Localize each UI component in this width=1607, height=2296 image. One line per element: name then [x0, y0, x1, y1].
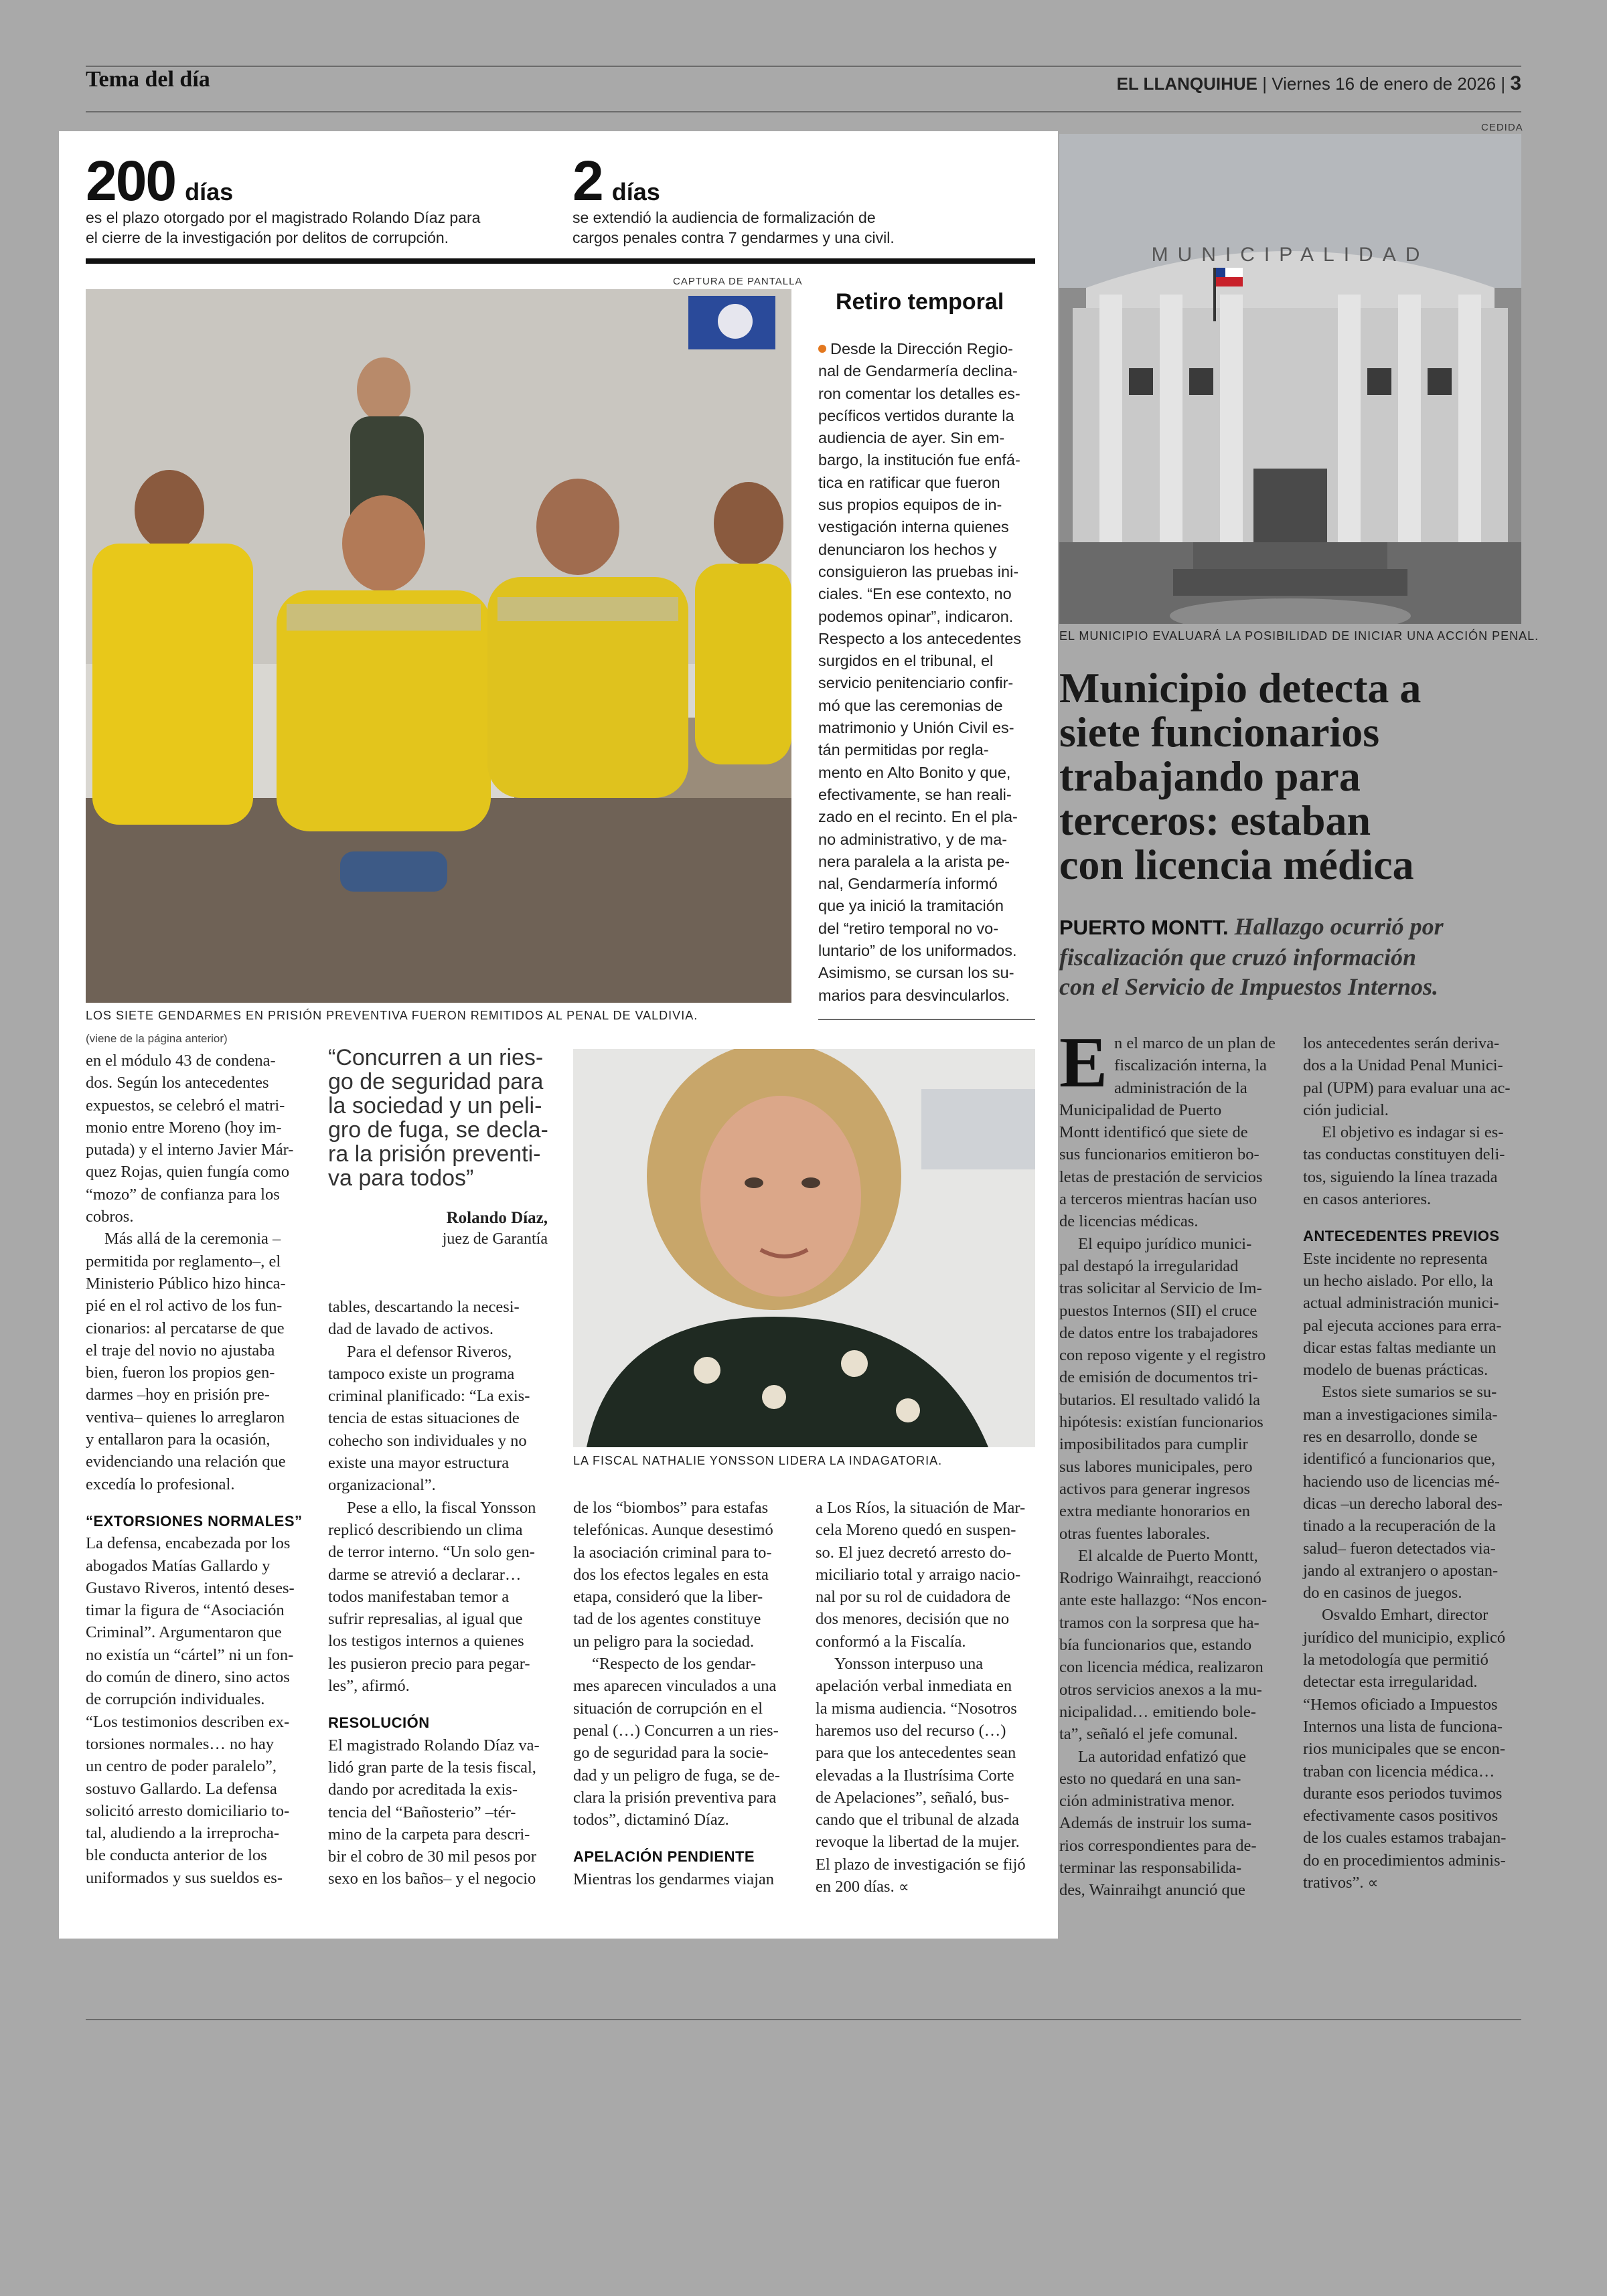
text-line: “mozo” de confianza para los	[86, 1185, 280, 1204]
text-line: de licencias médicas.	[1059, 1212, 1199, 1231]
text-line: bir el cobro de 30 mil pesos por	[328, 1848, 536, 1866]
text-line: todos”, dictaminó Díaz.	[573, 1811, 729, 1829]
lead-line: Hallazgo ocurrió por	[1234, 913, 1444, 940]
text-line: Mientras los gendarmes viajan	[573, 1870, 775, 1888]
right-headline	[1059, 666, 1521, 887]
text-line: traban con licencia médica…	[1303, 1762, 1495, 1781]
text-line: sexo en los baños– y el negocio	[328, 1870, 536, 1888]
text-line: darmes –hoy en prisión pre-	[86, 1386, 270, 1404]
text-line: no existía un “cártel” ni un fon-	[86, 1645, 294, 1664]
text-line: situación de corrupción en el	[573, 1699, 763, 1718]
sidebar-bottom-rule	[818, 1019, 1035, 1020]
drop-cap: E	[1059, 1023, 1108, 1102]
text-line: replicó describiendo un clima	[328, 1520, 523, 1539]
text-line: timar la figura de “Asociación	[86, 1601, 285, 1620]
text-line: un centro de poder paralelo”,	[86, 1757, 277, 1776]
text-line: do en procedimientos adminis-	[1303, 1851, 1506, 1870]
subhead-apelacion: APELACIÓN PENDIENTE	[573, 1848, 755, 1866]
text-line: organizacional”.	[328, 1476, 436, 1495]
text-line: fiscalización interna, la	[1114, 1056, 1267, 1075]
text-line: hipótesis: existían funcionarios	[1059, 1413, 1264, 1432]
text-line: para que los antecedentes sean	[816, 1744, 1016, 1762]
text-line: dad y un peligro de fuga, se de-	[573, 1766, 780, 1785]
masthead-info: EL LLANQUIHUE | Viernes 16 de enero de 2026 | 3	[1116, 72, 1521, 94]
quote-line: “Concurren a un ries-	[328, 1045, 544, 1070]
municipio-building-illustration	[1059, 134, 1521, 624]
text-line: tas conductas constituyen deli-	[1303, 1145, 1505, 1164]
text-line: otros servicios anexos a la mu-	[1059, 1680, 1262, 1699]
text-line: torsiones normales… no hay	[86, 1734, 275, 1753]
text-line: dando por acreditada la exis-	[328, 1781, 518, 1799]
quote-line: va para todos”	[328, 1165, 474, 1191]
text-line: administración de la	[1114, 1078, 1247, 1097]
courtroom-illustration	[86, 289, 791, 1003]
text-line: El alcalde de Puerto Montt,	[1078, 1546, 1258, 1565]
quote-line: ra la prisión preventi-	[328, 1141, 541, 1167]
sidebar-line: ron comentar los detalles es-	[818, 384, 1020, 402]
text-line: esto no quedará en una san-	[1059, 1769, 1241, 1788]
text-line: El objetivo es indagar si es-	[1322, 1123, 1504, 1142]
text-line: lidó gran parte de la tesis fiscal,	[328, 1758, 536, 1777]
text-line: actual administración munici-	[1303, 1294, 1499, 1313]
text-line: do común de dinero, sino actos	[86, 1668, 290, 1687]
text-line: ble conducta anterior de los	[86, 1846, 267, 1865]
text-line: de los “biombos” para estafas	[573, 1499, 769, 1517]
text-line: tencia del “Bañosterio” –tér-	[328, 1803, 516, 1821]
text-line: dad de lavado de activos.	[328, 1320, 493, 1339]
quote-line: la sociedad y un peli-	[328, 1093, 542, 1119]
article-column-2	[328, 1296, 549, 1890]
building-lettering: MUNICIPALIDAD	[1151, 244, 1430, 266]
text-line: n el marco de un plan de	[1114, 1034, 1276, 1052]
stat-2	[572, 149, 660, 212]
text-line: de emisión de documentos tri-	[1059, 1368, 1258, 1387]
headline-line: Municipio detecta a	[1059, 664, 1422, 712]
lead-line: fiscalización que cruzó información	[1059, 944, 1417, 971]
text-line: terminar las responsabilida-	[1059, 1858, 1242, 1877]
text-line: solicitó arresto domiciliario to-	[86, 1801, 290, 1820]
continued-note: (viene de la página anterior)	[86, 1032, 228, 1045]
text-line: El magistrado Rolando Díaz va-	[328, 1736, 540, 1754]
headline-line: terceros: estaban	[1059, 797, 1371, 844]
text-line: monio entre Moreno (hoy im-	[86, 1118, 282, 1137]
text-line: cando que el tribunal de alzada	[816, 1811, 1020, 1829]
stat-number: 2	[572, 149, 603, 212]
text-line: Pese a ello, la fiscal Yonsson	[347, 1498, 536, 1517]
sidebar-title: Retiro temporal	[836, 289, 1004, 315]
text-line: la metodología que permitió	[1303, 1651, 1488, 1669]
text-line: tras solicitar al Servicio de Im-	[1059, 1279, 1262, 1298]
sidebar-line: Asimismo, se cursan los su-	[818, 964, 1014, 982]
text-line: dos. Según los antecedentes	[86, 1074, 269, 1092]
text-line: cela Moreno quedó en suspen-	[816, 1521, 1016, 1540]
photo1-caption: LOS SIETE GENDARMES EN PRISIÓN PREVENTIVA FUERON REMITIDOS AL PENAL DE VALDIVIA.	[86, 1009, 698, 1022]
text-line: excedía lo profesional.	[86, 1475, 235, 1493]
text-line: conformó a la Fiscalía.	[816, 1632, 966, 1651]
text-line: pal destapó la irregularidad	[1059, 1256, 1239, 1275]
text-line: clara la prisión preventiva para	[573, 1788, 777, 1807]
text-line: jurídico del municipio, explicó	[1303, 1628, 1506, 1647]
sidebar-line: nera paralela a la arista pe-	[818, 852, 1010, 870]
text-line: mes aparecen vinculados a una	[573, 1677, 777, 1696]
text-line: bien, fueron los propios gen-	[86, 1364, 275, 1382]
text-line: sufrir represalias, al igual que	[328, 1610, 523, 1629]
sidebar-line: denunciaron los hechos y	[818, 540, 997, 558]
sidebar-line: bargo, la institución fue enfá-	[818, 451, 1020, 469]
text-line: letas de prestación de servicios	[1059, 1167, 1263, 1186]
text-line: haremos uso del recurso (…)	[816, 1721, 1006, 1740]
right-lead	[1059, 912, 1528, 1001]
article-column-4	[816, 1497, 1035, 1898]
text-line: quez Rojas, quien fungía como	[86, 1163, 290, 1181]
text-line: en 200 días.	[816, 1878, 895, 1896]
text-line: ventiva– quienes lo arreglaron	[86, 1408, 285, 1426]
header-bottom-rule	[86, 111, 1521, 112]
stat-200	[86, 149, 234, 212]
text-line: tal, aludiendo a la irreprocha-	[86, 1824, 280, 1843]
end-mark-icon: ∝	[1367, 1874, 1379, 1892]
text-line: identificó a funcionarios que,	[1303, 1450, 1496, 1469]
quote-line: go de seguridad para	[328, 1069, 544, 1094]
text-line: les”, afirmó.	[328, 1677, 410, 1696]
text-line: tos, siguiendo la línea trazada	[1303, 1167, 1498, 1186]
text-line: tencia de estas situaciones de	[328, 1409, 520, 1428]
text-line: con licencia médica, realizaron	[1059, 1658, 1264, 1677]
sidebar-line: matrimonio y Unión Civil es-	[818, 719, 1014, 737]
text-line: Rodrigo Wainraihgt, reaccionó	[1059, 1569, 1261, 1588]
text-line: existe una mayor estructura	[328, 1454, 510, 1473]
right-photo-credit: CEDIDA	[1481, 122, 1523, 133]
text-line: Ministerio Público hizo hinca-	[86, 1274, 286, 1293]
text-line: sostuvo Gallardo. La defensa	[86, 1779, 277, 1798]
text-line: Estos siete sumarios se su-	[1322, 1383, 1497, 1402]
headline-line: con licencia médica	[1059, 841, 1414, 888]
lead-line: con el Servicio de Impuestos Internos.	[1059, 973, 1439, 1000]
text-line: Internos una lista de funciona-	[1303, 1717, 1503, 1736]
sidebar-line: tica en ratificar que fueron	[818, 473, 1000, 491]
sidebar-line: que ya inició la tramitación	[818, 897, 1004, 915]
text-line: cobros.	[86, 1208, 134, 1226]
text-line: pal (UPM) para evaluar una ac-	[1303, 1078, 1511, 1097]
subhead-resolucion: RESOLUCIÓN	[328, 1714, 430, 1732]
text-line: ante este hallazgo: “Nos encon-	[1059, 1591, 1268, 1610]
stat-line: es el plazo otorgado por el magistrado Rolando Díaz para	[86, 209, 481, 226]
text-line: sus labores municipales, pero	[1059, 1457, 1253, 1476]
text-line: haciendo uso de licencias mé-	[1303, 1472, 1500, 1491]
quote-author: Rolando Díaz,	[446, 1209, 548, 1227]
text-line: la misma audiencia. “Nosotros	[816, 1699, 1017, 1718]
sidebar-line: consiguieron las pruebas ini-	[818, 562, 1019, 580]
text-line: tampoco existe un programa	[328, 1364, 515, 1383]
text-line: les pusieron precio para pegar-	[328, 1654, 530, 1673]
text-line: Criminal”. Argumentaron que	[86, 1623, 282, 1642]
text-line: un peligro para la sociedad.	[573, 1632, 755, 1651]
sidebar-line: pecíficos vertidos durante la	[818, 406, 1014, 424]
text-line: modelo de buenas prácticas.	[1303, 1361, 1488, 1380]
sidebar-line: servicio penitenciario confir-	[818, 674, 1014, 692]
spacer	[328, 1697, 549, 1712]
stat-2-text	[572, 208, 895, 248]
text-line: puestos Internos (SII) el cruce	[1059, 1301, 1257, 1320]
text-line: a terceros mientras hacían uso	[1059, 1190, 1257, 1209]
text-line: cionarios: al percatarse de que	[86, 1319, 285, 1337]
text-line: La defensa, encabezada por los	[86, 1534, 291, 1553]
text-line: rios municipales que se encon-	[1303, 1740, 1506, 1758]
sidebar-line: tán permitidas por regla-	[818, 741, 989, 759]
text-line: de datos entre los trabajadores	[1059, 1323, 1258, 1342]
text-line: pal ejecuta acciones para erra-	[1303, 1316, 1502, 1335]
text-line: “Hemos oficiado a Impuestos	[1303, 1695, 1498, 1714]
sidebar-line: mento en Alto Bonito y que,	[818, 763, 1011, 781]
text-line: butarios. El resultado validó la	[1059, 1390, 1261, 1409]
sidebar-line: luntario” de los uniformados.	[818, 942, 1017, 960]
text-line: man a investigaciones simila-	[1303, 1405, 1498, 1424]
text-line: un hecho aislado. Por ello, la	[1303, 1271, 1493, 1290]
sidebar-body	[818, 338, 1039, 1007]
stat-line: cargos penales contra 7 gendarmes y una civil.	[572, 229, 895, 246]
text-line: el traje del novio no ajustaba	[86, 1341, 275, 1360]
subhead-extorsiones: “EXTORSIONES NORMALES”	[86, 1512, 303, 1530]
text-line: tinado a la recuperación de la	[1303, 1517, 1496, 1536]
spacer	[1303, 1210, 1521, 1225]
footer-rule	[86, 2019, 1521, 2020]
sidebar-line: sus propios equipos de in-	[818, 496, 1002, 514]
text-line: y entallaron para la ocasión,	[86, 1430, 271, 1449]
text-line: Municipalidad de Puerto	[1059, 1100, 1222, 1119]
text-line: Más allá de la ceremonia –	[104, 1230, 281, 1248]
text-line: la asociación criminal para to-	[573, 1543, 772, 1562]
text-line: abogados Matías Gallardo y	[86, 1556, 271, 1575]
text-line: trativos”.	[1303, 1873, 1364, 1892]
text-line: mino de la carpeta para descri-	[328, 1825, 530, 1843]
headline-line: trabajando para	[1059, 752, 1361, 800]
text-line: dicar estas faltas mediante un	[1303, 1338, 1497, 1357]
spacer	[573, 1831, 793, 1846]
text-line: sus funcionarios emitieron bo-	[1059, 1145, 1259, 1164]
stat-200-text	[86, 208, 480, 248]
text-line: penal (…) Concurren a un ries-	[573, 1721, 779, 1740]
newspaper-name: EL LLANQUIHUE	[1116, 74, 1257, 94]
sidebar-line: vestigación interna quienes	[818, 518, 1009, 536]
sidebar-line: mó que las ceremonias de	[818, 696, 1003, 714]
text-line: en casos anteriores.	[1303, 1190, 1432, 1209]
fiscal-photo	[573, 1049, 1035, 1447]
text-line: go de seguridad para la socie-	[573, 1744, 769, 1762]
text-line: bía funcionarios que, estando	[1059, 1636, 1252, 1655]
text-line: otras fuentes laborales.	[1059, 1524, 1211, 1543]
text-line: etapa, consideró que la liber-	[573, 1588, 763, 1607]
text-line: des, Wainraihgt anunció que	[1059, 1881, 1245, 1900]
quote-line: gro de fuga, se decla-	[328, 1117, 548, 1143]
sidebar-line: marios para desvincularlos.	[818, 986, 1010, 1004]
text-line: extra mediante honorarios en	[1059, 1502, 1251, 1521]
text-line: los testigos internos a quienes	[328, 1632, 524, 1651]
text-line: de los cuales estamos trabajan-	[1303, 1829, 1507, 1848]
fiscal-illustration	[573, 1049, 1035, 1447]
spacer	[86, 1495, 305, 1510]
stat-number: 200	[86, 149, 176, 212]
subhead-antecedentes: ANTECEDENTES PREVIOS	[1303, 1228, 1500, 1245]
text-line: en el módulo 43 de condena-	[86, 1052, 276, 1070]
text-line: ta”, señaló el jefe comunal.	[1059, 1725, 1238, 1744]
article-column-3	[573, 1497, 793, 1890]
text-line: imposibilitados para cumplir	[1059, 1435, 1248, 1454]
text-line: activos para generar ingresos	[1059, 1479, 1251, 1498]
text-line: dos a la Unidad Penal Munici-	[1303, 1056, 1503, 1075]
stat-unit: días	[611, 178, 660, 206]
text-line: El plazo de investigación se fijó	[816, 1855, 1026, 1874]
text-line: Para el defensor Riveros,	[347, 1342, 512, 1361]
sidebar-line: Respecto a los antecedentes	[818, 629, 1022, 647]
headline-line: siete funcionarios	[1059, 708, 1380, 756]
section-title: Tema del día	[86, 67, 210, 92]
right-column-b	[1303, 1032, 1521, 1894]
text-line: cohecho son individuales y no	[328, 1431, 527, 1450]
text-line: criminal planificado: “La exis-	[328, 1387, 530, 1406]
quote-role: juez de Garantía	[442, 1230, 548, 1248]
text-line: res en desarrollo, donde se	[1303, 1428, 1478, 1447]
text-line: los antecedentes serán deriva-	[1303, 1034, 1500, 1052]
text-line: a Los Ríos, la situación de Mar-	[816, 1499, 1026, 1517]
text-line: evidenciando una relación que	[86, 1453, 286, 1471]
text-line: dos los efectos legales en esta	[573, 1565, 769, 1584]
text-line: Montt identificó que siete de	[1059, 1123, 1248, 1142]
text-line: “Respecto de los gendar-	[592, 1655, 757, 1673]
text-line: Este incidente no representa	[1303, 1249, 1488, 1268]
stat-unit: días	[185, 178, 234, 206]
text-line: Además de instruir los suma-	[1059, 1814, 1252, 1833]
stat-line: el cierre de la investigación por delitos de corrupción.	[86, 229, 449, 246]
sidebar-line: no administrativo, y de ma-	[818, 830, 1008, 848]
sidebar-line: zado en el recinto. En el pla-	[818, 808, 1018, 826]
sidebar-line: Desde la Dirección Regio-	[830, 340, 1013, 357]
bullet-icon	[818, 345, 826, 353]
text-line: expuestos, se celebró el matri-	[86, 1096, 285, 1115]
text-line: revoque la libertad de la mujer.	[816, 1833, 1020, 1852]
pull-quote	[328, 1046, 549, 1190]
end-mark-icon: ∝	[898, 1879, 909, 1896]
text-line: tramos con la sorpresa que ha-	[1059, 1613, 1259, 1632]
text-line: La autoridad enfatizó que	[1078, 1747, 1247, 1766]
text-line: ción judicial.	[1303, 1100, 1389, 1119]
sidebar-line: audiencia de ayer. Sin em-	[818, 429, 1005, 447]
text-line: uniformados y sus sueldos es-	[86, 1868, 283, 1887]
header-top-rule	[86, 66, 1521, 67]
text-line: miciliario total y arraigo nacio-	[816, 1565, 1021, 1584]
sidebar-line: del “retiro temporal no vo-	[818, 919, 999, 937]
sidebar-line: ciales. “En ese contexto, no	[818, 585, 1012, 603]
text-line: permitida por reglamento–, el	[86, 1252, 281, 1270]
sidebar-line: nal, Gendarmería informó	[818, 875, 998, 893]
article-column-1	[86, 1050, 305, 1889]
gendarmes-photo	[86, 289, 791, 1003]
text-line: de Apelaciones”, señaló, bus-	[816, 1788, 1010, 1807]
sidebar-line: nal de Gendarmería declina-	[818, 362, 1018, 380]
page-number: 3	[1510, 72, 1521, 94]
photo2-caption: LA FISCAL NATHALIE YONSSON LIDERA LA INDAGATORIA.	[573, 1454, 943, 1467]
photo-credit: CAPTURA DE PANTALLA	[673, 276, 803, 287]
text-line: ción administrativa menor.	[1059, 1792, 1235, 1811]
right-photo-caption: EL MUNICIPIO EVALUARÁ LA POSIBILIDAD DE INICIAR UNA ACCIÓN PENAL.	[1059, 629, 1539, 643]
text-line: Yonsson interpuso una	[834, 1655, 984, 1673]
text-line: “Los testimonios describen ex-	[86, 1712, 290, 1731]
text-line: Gustavo Riveros, intentó deses-	[86, 1578, 295, 1597]
text-line: darme se atrevió a declarar…	[328, 1565, 522, 1584]
text-line: de terror interno. “Un solo gen-	[328, 1543, 535, 1562]
municipio-photo	[1059, 134, 1521, 624]
text-line: dicas –un derecho laboral des-	[1303, 1494, 1503, 1513]
text-line: El equipo jurídico munici-	[1078, 1234, 1252, 1253]
sidebar-line: podemos opinar”, indicaron.	[818, 607, 1014, 625]
text-line: con reposo vigente y el registro	[1059, 1346, 1266, 1365]
right-column-a	[1059, 1023, 1280, 1902]
text-line: salud– fueron detectados via-	[1303, 1539, 1496, 1558]
stat-line: se extendió la audiencia de formalización de	[572, 209, 876, 226]
text-line: telefónicas. Aunque desestimó	[573, 1521, 773, 1540]
lead-place: PUERTO MONTT.	[1059, 916, 1229, 939]
text-line: dos menores, decisión que no	[816, 1610, 1010, 1629]
text-line: durante esos periodos tuvimos	[1303, 1784, 1503, 1803]
text-line: detectar esta irregularidad.	[1303, 1673, 1478, 1692]
issue-date: Viernes 16 de enero de 2026	[1272, 74, 1497, 94]
stats-thick-rule	[86, 258, 1035, 264]
text-line: de corrupción individuales.	[86, 1690, 265, 1709]
text-line: pié en el rol activo de los fun-	[86, 1297, 283, 1315]
text-line: rios correspondientes para de-	[1059, 1836, 1257, 1855]
text-line: putada) y el interno Javier Már-	[86, 1141, 294, 1159]
text-line: nicipalidad… emitiendo bole-	[1059, 1702, 1256, 1721]
text-line: elevadas a la Ilustrísima Corte	[816, 1766, 1014, 1785]
text-line: todos manifestaban temor a	[328, 1587, 510, 1606]
text-line: do en casinos de juegos.	[1303, 1584, 1462, 1603]
text-line: apelación verbal inmediata en	[816, 1677, 1012, 1696]
text-line: Osvaldo Emhart, director	[1322, 1606, 1488, 1625]
text-line: so. El juez decretó arresto do-	[816, 1543, 1012, 1562]
sidebar-line: efectivamente, se han reali-	[818, 785, 1012, 803]
sidebar-line: surgidos en el tribunal, el	[818, 652, 994, 670]
text-line: jando al extranjero o apostan-	[1303, 1561, 1499, 1580]
text-line: tad de los agentes constituye	[573, 1610, 761, 1629]
text-line: tables, descartando la necesi-	[328, 1298, 520, 1316]
text-line: efectivamente casos positivos	[1303, 1807, 1499, 1825]
text-line: nal por su rol de cuidadora de	[816, 1588, 1011, 1607]
